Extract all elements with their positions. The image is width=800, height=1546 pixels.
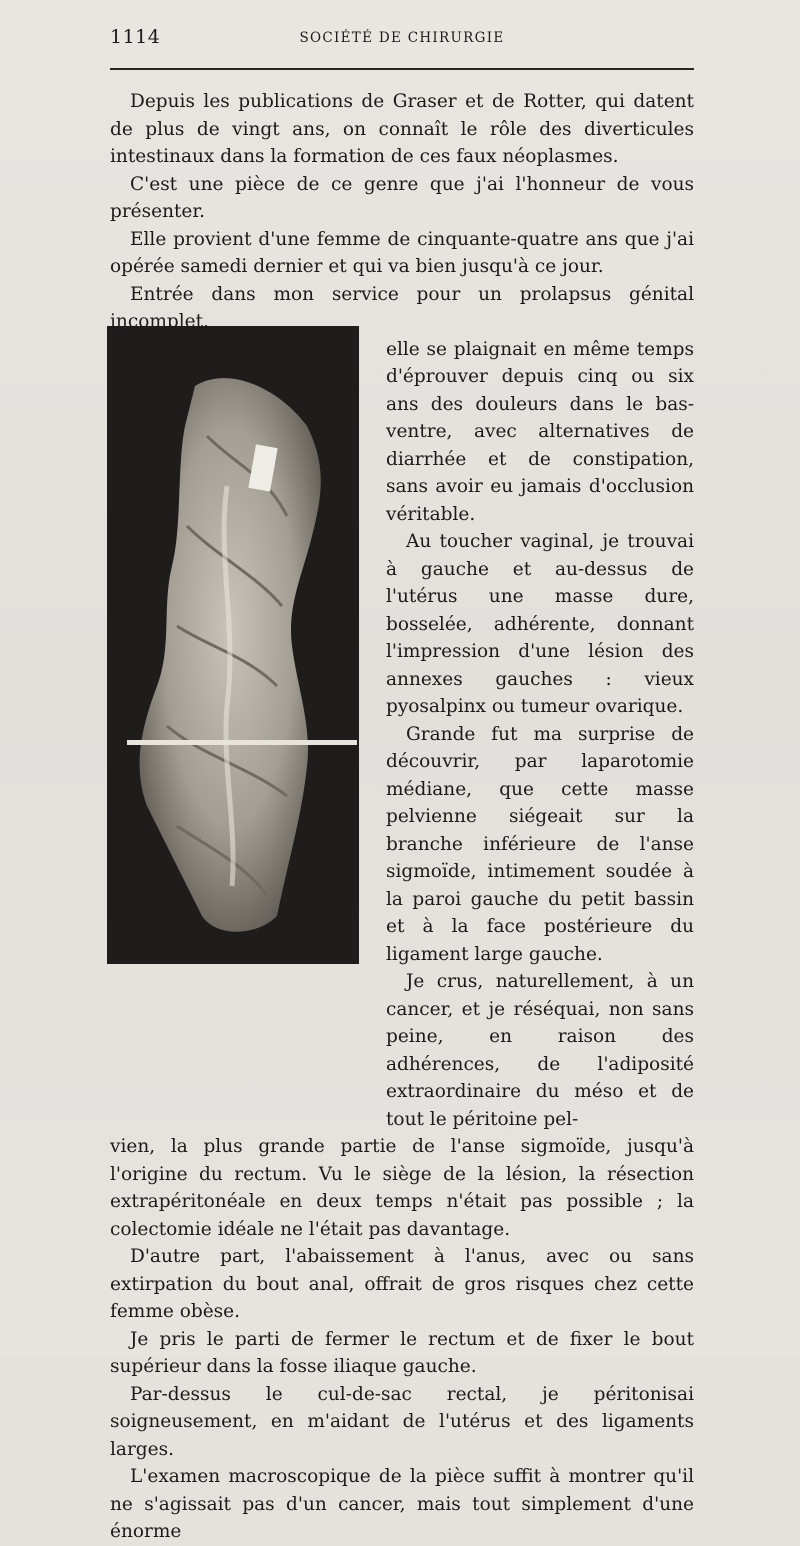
page-number: 1114 xyxy=(110,26,161,48)
body-text xyxy=(110,88,694,1546)
paragraph: L'examen macroscopique de la pièce suffit à montrer qu'il ne s'agissait pas d'un cancer, mais tout simplement d'une énorme xyxy=(110,1466,694,1542)
paragraph: Entrée dans mon service pour un prolapsus génital incomplet, xyxy=(110,283,694,332)
text-column-beside-figure xyxy=(386,336,694,1134)
paragraph: Je crus, naturellement, à un cancer, et je réséquai, non sans peine, en raison des adhérences, de l'adiposité extraordinaire du méso et de tout le péritoine pel- xyxy=(386,971,694,1130)
paragraph: Je pris le parti de fermer le rectum et de fixer le bout supérieur dans la fosse iliaque gauche. xyxy=(110,1328,694,1377)
running-head: SOCIÉTÉ DE CHIRURGIE xyxy=(299,30,505,46)
page-header xyxy=(110,26,694,54)
paragraph: Par-dessus le cul-de-sac rectal, je péritonisai soigneusement, en m'aidant de l'utérus et des ligaments larges. xyxy=(110,1383,694,1460)
paragraph: Grande fut ma surprise de découvrir, par laparotomie médiane, que cette masse pelvienne siégeait sur la branche inférieure de l'anse sigmoïde, intimement soudée à la paroi gauche du petit bassin et à la face postérieure du ligament large gauche. xyxy=(386,723,694,965)
paragraph: C'est une pièce de ce genre que j'ai l'honneur de vous présenter. xyxy=(110,173,694,222)
paragraph: Elle provient d'une femme de cinquante-quatre ans que j'ai opérée samedi dernier et qui va bien jusqu'à ce jour. xyxy=(110,228,694,277)
paragraph: Au toucher vaginal, je trouvai à gauche et au-dessus de l'utérus une masse dure, bosselée, adhérente, donnant l'impression d'une lésion des annexes gauches : vieux pyosalpinx ou tumeur ovarique. xyxy=(386,531,694,717)
header-rule xyxy=(110,68,694,70)
paragraph: Depuis les publications de Graser et de Rotter, qui datent de plus de vingt ans, on connaît le rôle des diverticules intestinaux dans la formation de ces faux néoplasmes. xyxy=(110,91,694,167)
paragraph: vien, la plus grande partie de l'anse sigmoïde, jusqu'à l'origine du rectum. Vu le siège de la lésion, la résection extrapéritonéale en deux temps n'était pas possible ; la colectomie idéale ne l'était pas davantage. xyxy=(110,1136,694,1240)
paragraph: elle se plaignait en même temps d'éprouver depuis cinq ou six ans des douleurs dans le bas-ventre, avec alternatives de diarrhée et de constipation, sans avoir eu jamais d'occlusion véritable. xyxy=(386,338,694,525)
paragraph: D'autre part, l'abaissement à l'anus, avec ou sans extirpation du bout anal, offrait de gros risques chez cette femme obèse. xyxy=(110,1246,694,1322)
